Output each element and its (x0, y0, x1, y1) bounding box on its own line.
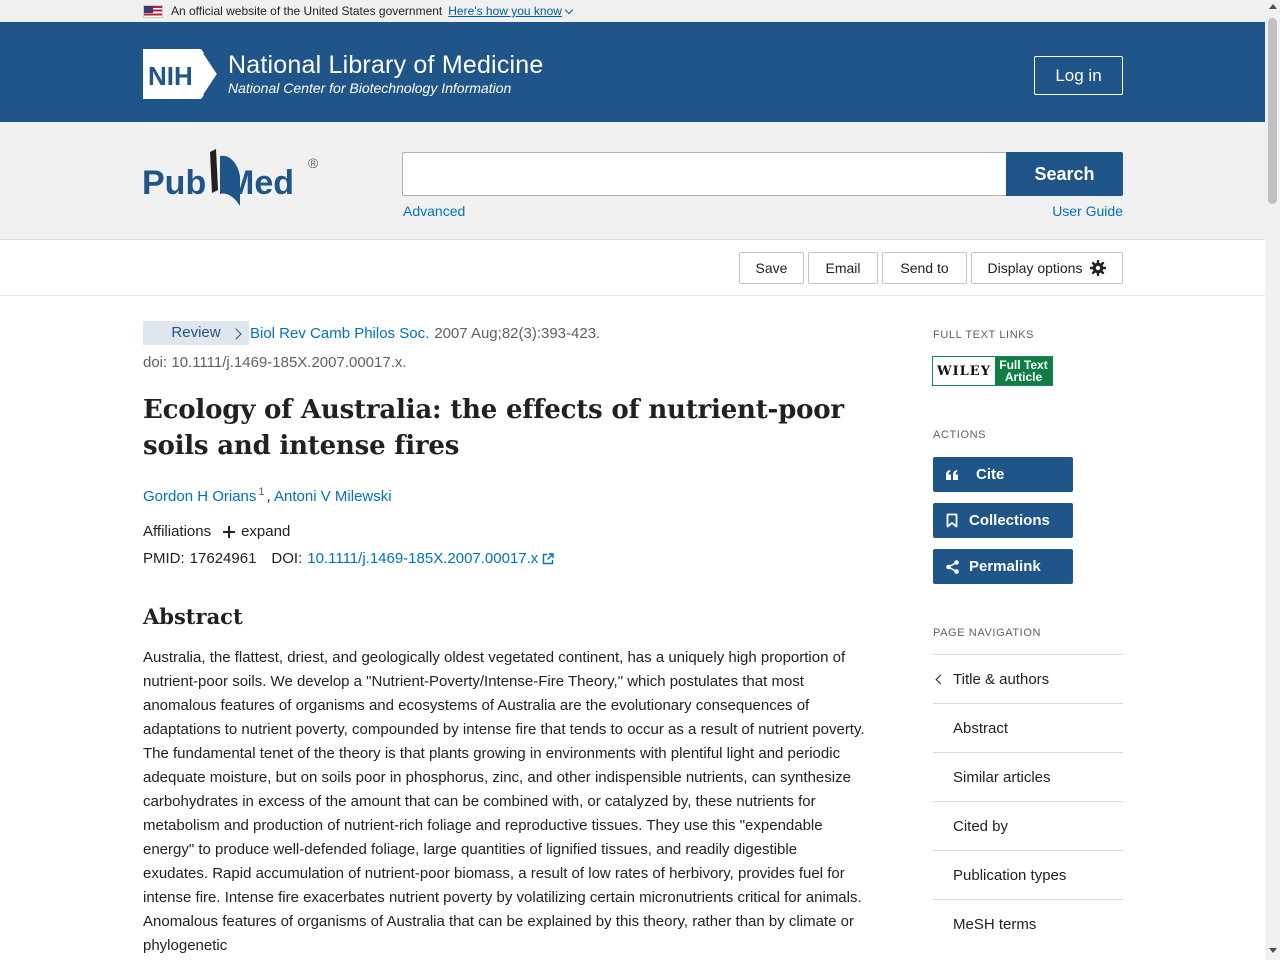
abstract-heading: Abstract (143, 604, 243, 629)
page-scrollbar[interactable] (1265, 0, 1280, 960)
author-separator: , (266, 488, 275, 505)
journal-link[interactable]: Biol Rev Camb Philos Soc. (250, 325, 430, 342)
pubmed-logo-med: Med (226, 164, 294, 202)
ncbi-header (0, 22, 1265, 122)
scroll-down-arrow-icon[interactable] (1269, 948, 1277, 953)
nav-item-title-authors[interactable]: Title & authors (933, 654, 1123, 703)
display-options-label: Display options (987, 260, 1083, 276)
gov-banner-text: An official website of the United States government (171, 4, 443, 18)
author-link[interactable]: Antoni V Milewski (274, 488, 392, 505)
pmid-value: 17624961 (189, 550, 257, 567)
actions-heading: ACTIONS (933, 429, 987, 441)
collections-button[interactable]: Collections (933, 503, 1073, 538)
cite-button[interactable]: Cite (933, 457, 1073, 492)
gov-banner (0, 0, 1265, 22)
bookmark-icon (935, 513, 969, 528)
author-link[interactable]: Gordon H Orians (143, 488, 257, 505)
article-type-badge: Review (143, 321, 249, 345)
full-text-links-heading: FULL TEXT LINKS (933, 329, 1035, 341)
doi-label: DOI: (271, 550, 303, 567)
authors-list (143, 486, 392, 505)
expand-affiliations-button[interactable]: expand (241, 523, 291, 540)
identifiers-row (143, 550, 554, 567)
nav-item-mesh-terms[interactable]: MeSH terms (933, 899, 1123, 948)
search-input[interactable] (402, 152, 1007, 196)
nav-item-cited-by[interactable]: Cited by (933, 801, 1123, 850)
chevron-left-icon (936, 675, 946, 685)
heres-how-you-know-link[interactable]: Here's how you know (448, 4, 572, 18)
share-icon (935, 560, 969, 574)
nav-item-similar-articles[interactable]: Similar articles (933, 752, 1123, 801)
us-flag-icon (143, 5, 163, 18)
nih-logo-text: NIH (148, 61, 193, 91)
wiley-logo: WILEY (933, 357, 995, 385)
nav-item-abstract[interactable]: Abstract (933, 703, 1123, 752)
ncbi-subtitle: National Center for Biotechnology Information (228, 80, 512, 96)
article-toolbar (0, 240, 1265, 296)
wiley-full-text-link[interactable] (932, 356, 1053, 386)
nlm-title[interactable]: National Library of Medicine (228, 51, 544, 79)
nav-item-publication-types[interactable]: Publication types (933, 850, 1123, 899)
doi-line: doi: 10.1111/j.1469-185X.2007.00017.x. (143, 354, 407, 371)
full-text-article-label: Full Text Article (995, 357, 1052, 385)
page-navigation (933, 654, 1123, 948)
email-button[interactable]: Email (808, 252, 878, 284)
scroll-thumb[interactable] (1268, 18, 1277, 204)
plus-icon[interactable] (223, 526, 235, 538)
affiliations-row (143, 523, 290, 540)
search-band (0, 122, 1265, 240)
affiliation-ref[interactable]: 1 (258, 486, 265, 498)
citation-details: 2007 Aug;82(3):393-423. (434, 325, 601, 342)
nih-logo[interactable] (143, 49, 219, 99)
registered-mark: ® (308, 155, 319, 171)
quote-icon (935, 469, 969, 481)
login-button[interactable]: Log in (1034, 56, 1123, 95)
pubmed-logo[interactable] (142, 146, 327, 210)
scroll-up-arrow-icon[interactable] (1269, 4, 1277, 9)
affiliations-label: Affiliations (143, 523, 212, 540)
permalink-button[interactable]: Permalink (933, 549, 1073, 584)
pubmed-book-icon (210, 149, 218, 193)
user-guide-link[interactable]: User Guide (1052, 203, 1123, 219)
abstract-text: Australia, the flattest, driest, and geologically oldest vegetated continent, has a uniquely high proportion of nutrient-poor soils. We develop a "Nutrient-Poverty/Intense-Fire Theory," which postulates that most anomalous features of organisms and ecosystems of Australia are the evolutionary consequences of adaptations to nutrient poverty, compounded by intense fire that tends to occur as a result of nutrient poverty. The fundamental tenet of the theory is that plants growing in environments with plentiful light and periodic adequate moisture, but on soils poor in phosphorus, zinc, and other indispensible nutrients, can synthesize carbohydrates in excess of the amount that can be combined with, or catalyzed by, these nutrients for metabolism and production of nutrient-rich foliage and reproductive tissues. They use this "expendable energy" to produce well-defended foliage, large quantities of lignified tissues, and readily digestible exudates. Rapid accumulation of nutrient-poor biomass, a result of low rates of herbivory, provides fuel for intense fire. Intense fire exacerbates nutrient poverty by volatilizing certain micronutrients critical for animals. Anomalous features of organisms of Australia that can be explained by this theory, rather than by climate or phylogenetic (143, 649, 865, 954)
page-navigation-heading: PAGE NAVIGATION (933, 627, 1042, 639)
chevron-right-icon (230, 328, 241, 339)
search-button[interactable]: Search (1006, 152, 1123, 196)
save-button[interactable]: Save (739, 252, 804, 284)
doi-link[interactable]: 10.1111/j.1469-185X.2007.00017.x (307, 550, 539, 567)
chevron-down-icon (565, 6, 573, 14)
external-link-icon[interactable] (542, 553, 554, 565)
advanced-search-link[interactable]: Advanced (403, 203, 466, 219)
gear-icon (1090, 260, 1106, 276)
display-options-button[interactable] (971, 252, 1123, 284)
article-title: Ecology of Australia: the effects of nutrient-poor soils and intense fires (143, 395, 844, 461)
journal-citation (232, 325, 600, 342)
pubmed-logo-pub: Pub (142, 164, 207, 202)
pmid-label: PMID: (143, 550, 185, 567)
send-to-button[interactable]: Send to (882, 252, 967, 284)
